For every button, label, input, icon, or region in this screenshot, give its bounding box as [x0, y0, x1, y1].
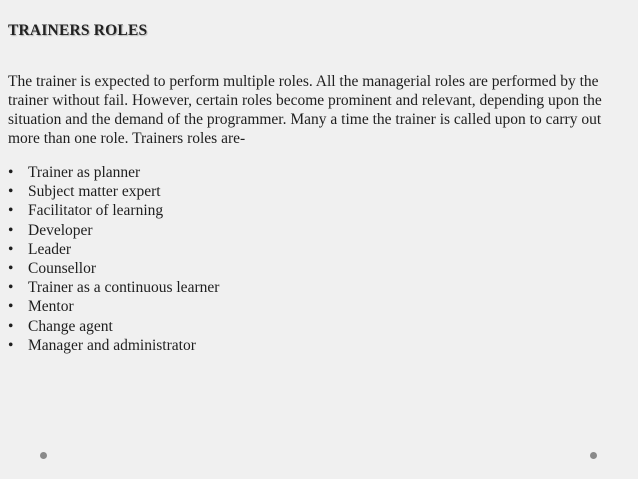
bullet-icon: • — [8, 221, 14, 239]
list-item — [8, 240, 219, 259]
bullet-icon: • — [8, 336, 14, 354]
bullet-icon: • — [8, 317, 14, 335]
role-label: Mentor — [28, 298, 74, 316]
list-item — [8, 201, 219, 220]
role-label: Developer — [28, 221, 93, 239]
slide-title: TRAINERS ROLES — [8, 22, 148, 39]
role-label: Trainer as a continuous learner — [28, 279, 220, 297]
decorative-dot-right-icon — [590, 452, 597, 459]
bullet-icon: • — [8, 260, 14, 278]
bullet-icon: • — [8, 164, 14, 181]
bullet-icon: • — [8, 202, 14, 220]
intro-paragraph: The trainer is expected to perform multiple roles. All the managerial roles are performed by the trainer without fail. However, certain roles become prominent and relevant, depending upon the situation and the demand of the programmer. Many a time the trainer is called upon to carry out more than one role. Trainers roles are- — [8, 73, 602, 147]
bullet-icon: • — [8, 183, 14, 201]
roles-list — [8, 163, 219, 355]
bullet-icon: • — [8, 298, 14, 316]
list-item — [8, 163, 219, 182]
bullet-icon: • — [8, 240, 14, 258]
role-label: Manager and administrator — [28, 336, 196, 354]
list-item — [8, 297, 219, 316]
list-item — [8, 336, 219, 355]
role-label: Facilitator of learning — [28, 202, 164, 220]
role-label: Leader — [28, 240, 72, 258]
list-item — [8, 259, 219, 278]
list-item — [8, 221, 219, 240]
list-item — [8, 278, 219, 297]
list-item — [8, 317, 219, 336]
role-label: Trainer as planner — [28, 164, 141, 181]
bullet-icon: • — [8, 279, 14, 297]
role-label: Counsellor — [28, 260, 97, 278]
decorative-dot-left-icon — [40, 452, 47, 459]
role-label: Change agent — [28, 317, 113, 335]
list-item — [8, 182, 219, 201]
role-label: Subject matter expert — [28, 183, 161, 201]
